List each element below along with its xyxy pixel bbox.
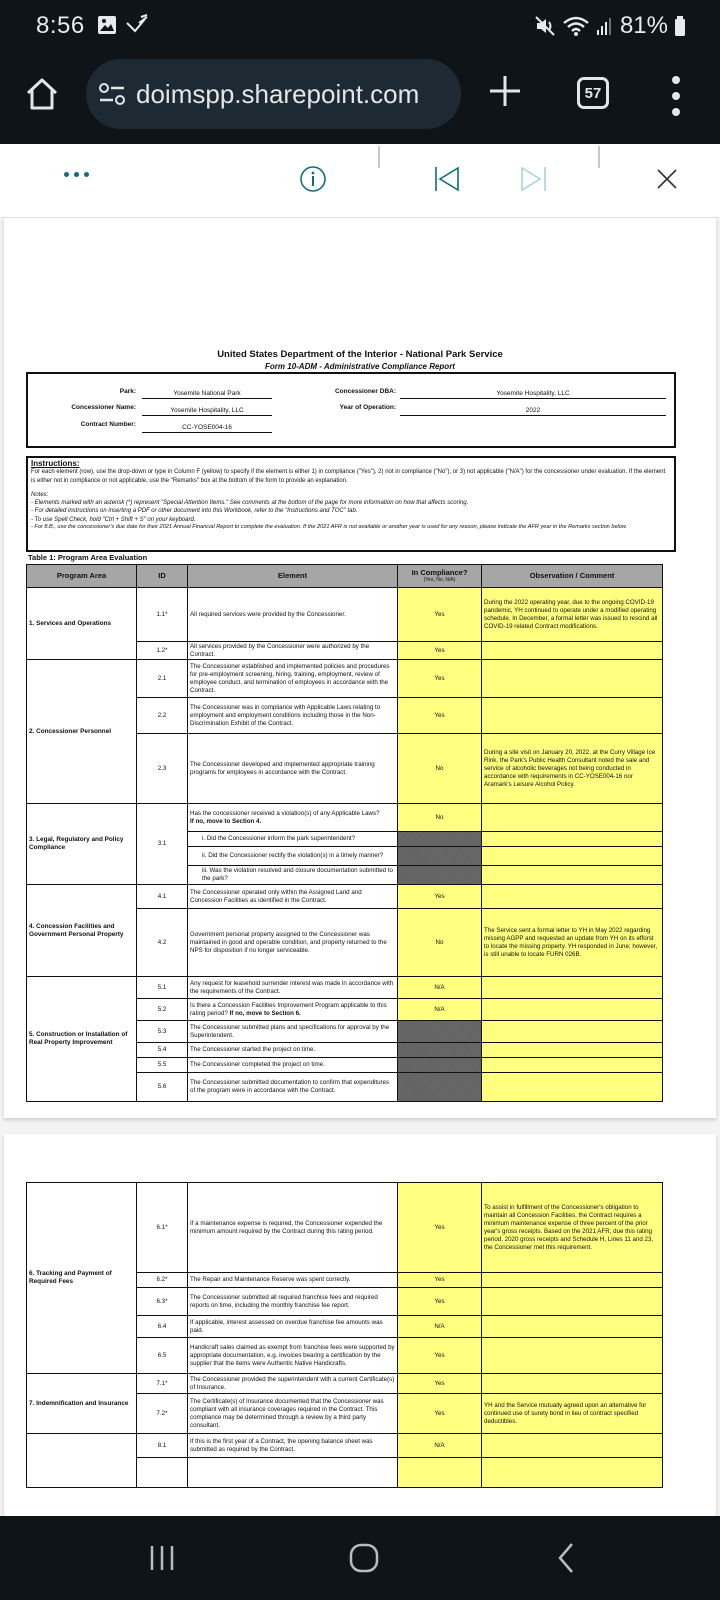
row-element: The Concessioner operated only within the Assigned Land and Concession Facilities as identified in the Contract. — [188, 885, 398, 909]
observation-cell[interactable] — [482, 642, 663, 660]
table-row — [27, 660, 663, 698]
signal-icon — [596, 15, 614, 37]
table-row — [27, 1374, 663, 1394]
observation-cell[interactable] — [482, 1043, 663, 1058]
instructions-box — [26, 456, 676, 552]
more-options-icon[interactable] — [64, 172, 89, 177]
observation-cell[interactable] — [482, 660, 663, 698]
compliance-cell[interactable]: Yes — [398, 660, 482, 698]
row-id: 5.1 — [137, 977, 188, 999]
status-time: 8:56 — [36, 12, 85, 39]
observation-cell[interactable]: To assist in fulfillment of the Concessioner's obligation to maintain all Concession Facilities, the Contract requires a minimum maintenance expense of three percent of the prior year's gross receipts. Based on the 2021 AFR, due this rating period, 2020 gross receipts and Schedule H, Lines 11 and 23, the Concessioner met this requirement. — [482, 1183, 663, 1273]
section-label: 3. Legal, Regulatory and Policy Compliance — [27, 804, 137, 885]
row-id: 6.3* — [137, 1288, 188, 1316]
row-element-instruction: If no, move to Section 6. — [229, 1009, 301, 1017]
compliance-cell[interactable]: No — [398, 909, 482, 977]
row-id: 6.2* — [137, 1273, 188, 1288]
concessioner-name-label: Concessioner Name: — [71, 404, 136, 411]
battery-percent: 81% — [619, 12, 668, 39]
observation-cell[interactable]: During the 2022 operating year, due to the ongoing COVID-19 pandemic, YH continued to operate under a modified operating schedule. In December, a formal letter was issued to rescind all COVID-19 related Contract modifications. — [482, 588, 663, 642]
section-label — [27, 1434, 137, 1488]
first-page-icon[interactable] — [434, 164, 464, 194]
row-element: The Concessioner provided the superintendent with a current Certificate(s) of Insurance. — [188, 1374, 398, 1394]
row-id: 4.1 — [137, 885, 188, 909]
compliance-cell-disabled — [398, 832, 482, 847]
compliance-cell-disabled — [398, 1043, 482, 1058]
gallery-icon — [97, 15, 117, 35]
header-id: ID — [137, 565, 188, 588]
compliance-cell[interactable]: Yes — [398, 1374, 482, 1394]
toolbar-divider — [598, 146, 600, 168]
wifi-icon — [562, 15, 590, 37]
observation-cell[interactable] — [482, 866, 663, 885]
note-item: - For 8.B., use the concessioner's due date for their 2021 Annual Financial Report to complete the evaluation. If the 2021 AFR is not available or another year is used for any reason, please indicate the AFR year in the Remarks section below. — [31, 524, 628, 531]
viewer-toolbar — [0, 144, 720, 218]
observation-cell[interactable] — [482, 1374, 663, 1394]
observation-cell[interactable] — [482, 1073, 663, 1102]
row-id: 8.1 — [137, 1434, 188, 1458]
concessioner-info-box — [26, 372, 676, 448]
compliance-cell[interactable]: No — [398, 734, 482, 804]
mute-icon — [534, 15, 556, 37]
park-value: Yosemite National Park — [142, 390, 272, 399]
system-nav-bar — [0, 1516, 720, 1600]
header-compliance — [398, 565, 482, 588]
table-row — [27, 977, 663, 999]
header-compliance-label: In Compliance? — [411, 568, 468, 577]
observation-cell[interactable] — [482, 847, 663, 866]
note-item: - For detailed instructions on inserting a PDF or other document into this Workbook, refer to the "Instructions and TOC" tab. — [31, 508, 358, 515]
observation-cell[interactable]: The Service sent a formal letter to YH in May 2022 regarding missing AGPP and requested an update from YH on its efforst to locate the missing property. YH responded in June; however, is still unable to locate FURN 026B. — [482, 909, 663, 977]
row-element: If applicable, interest assessed on overdue franchise fee amounts was paid. — [188, 1316, 398, 1338]
row-element: The Repair and Maintenance Reserve was spent correctly. — [188, 1273, 398, 1288]
section-label: 1. Services and Operations — [27, 588, 137, 660]
compliance-cell[interactable]: Yes — [398, 1273, 482, 1288]
compliance-cell[interactable] — [398, 1458, 482, 1488]
row-id: 2.1 — [137, 660, 188, 698]
compliance-cell[interactable]: N/A — [398, 999, 482, 1021]
row-element: The Certificate(s) of Insurance documented that the Concessioner was compliant with all insurance coverages required in the Contract. This compliance may be determined through a review by a third party consultant. — [188, 1394, 398, 1434]
row-element: The Concessioner was in compliance with Applicable Laws relating to employment and employment conditions including those in the Non-Discrimination Exhibit of the Contract. — [188, 698, 398, 734]
address-bar[interactable] — [86, 59, 461, 129]
observation-cell[interactable] — [482, 1434, 663, 1458]
table-row — [27, 885, 663, 909]
observation-cell[interactable] — [482, 832, 663, 847]
status-bar — [0, 0, 720, 52]
section-label: 6. Tracking and Payment of Required Fees — [27, 1183, 137, 1374]
contract-number-label: Contract Number: — [80, 421, 136, 428]
row-element: Government personal property assigned to the Concessioner was maintained in good and operable condition, and property returned to the NPS for disposition if no longer serviceable. — [188, 909, 398, 977]
row-id: 5.3 — [137, 1021, 188, 1043]
header-element: Element — [188, 565, 398, 588]
compliance-cell[interactable]: Yes — [398, 588, 482, 642]
row-element: The Concessioner submitted documentation to confirm that expenditures of the program were in accordance with the Contract. — [188, 1073, 398, 1102]
table-row — [27, 804, 663, 832]
row-id: 3.1 — [137, 804, 188, 885]
row-id: 1.1* — [137, 588, 188, 642]
observation-cell[interactable] — [482, 1273, 663, 1288]
row-element: The Concessioner developed and implemented appropriate training programs for employees in accordance with the Contract. — [188, 734, 398, 804]
observation-cell[interactable] — [482, 1058, 663, 1073]
section-label: 5. Construction or Installation of Real Property Improvement — [27, 977, 137, 1102]
observation-cell[interactable] — [482, 804, 663, 832]
row-element: The Concessioner completed the project on time. — [188, 1058, 398, 1073]
new-tab-icon[interactable] — [488, 74, 522, 108]
program-area-table-continued — [26, 1182, 663, 1488]
compliance-cell[interactable]: N/A — [398, 977, 482, 999]
row-id: 6.5 — [137, 1338, 188, 1374]
observation-cell[interactable] — [482, 999, 663, 1021]
row-id — [137, 1458, 188, 1488]
row-element — [188, 999, 398, 1021]
tab-count: 57 — [584, 84, 602, 102]
header-compliance-hint: (Yes, No, N/A) — [423, 577, 456, 583]
row-element-text: Is there a Concession Facilities Improvement Program applicable to this rating period? — [190, 1001, 387, 1017]
row-id: 4.2 — [137, 909, 188, 977]
compliance-cell-disabled — [398, 866, 482, 885]
row-id: 7.2* — [137, 1394, 188, 1434]
header-observation: Observation / Comment — [482, 565, 663, 588]
observation-cell[interactable] — [482, 698, 663, 734]
row-element: If a maintenance expense is required, the Concessioner expended the minimum amount required by the Contract during this rating period. — [188, 1183, 398, 1273]
observation-cell[interactable]: During a site visit on January 20, 2022, at the Curry Village Ice Rink, the Park's Public Health Consultant noted the sale and service of alcoholic beverages not being conducted in accordance with requirements in CC-YOSE004-16 nor Aramark's Leisure Alcohol Policy. — [482, 734, 663, 804]
instructions-title: Instructions: — [31, 459, 80, 468]
row-id: 5.6 — [137, 1073, 188, 1102]
observation-cell[interactable] — [482, 1458, 663, 1488]
toolbar-divider — [378, 146, 380, 168]
recent-apps-icon[interactable] — [144, 1540, 180, 1576]
dba-value: Yosemite Hospitality, LLC — [400, 390, 666, 399]
header-program-area: Program Area — [27, 565, 137, 588]
notes-title: Notes: — [31, 491, 49, 498]
compliance-cell-disabled — [398, 1073, 482, 1102]
dba-label: Concessioner DBA: — [334, 388, 396, 395]
table-header-row — [27, 565, 663, 588]
home-button-icon[interactable] — [346, 1540, 382, 1576]
url-text[interactable]: doimspp.sharepoint.com — [136, 78, 420, 109]
row-id: 2.2 — [137, 698, 188, 734]
compliance-cell-disabled — [398, 847, 482, 866]
row-id: 7.1* — [137, 1374, 188, 1394]
compliance-cell[interactable]: No — [398, 804, 482, 832]
concessioner-name-value: Yosemite Hospitality, LLC — [142, 407, 272, 416]
observation-cell[interactable] — [482, 1288, 663, 1316]
year-value: 2022 — [400, 407, 666, 416]
section-label: 2. Concessioner Personnel — [27, 660, 137, 804]
info-icon[interactable] — [298, 164, 328, 194]
document-subtitle: Form 10-ADM - Administrative Compliance Report — [265, 362, 455, 371]
row-element: The Concessioner established and implemented policies and procedures for pre-employment screening, hiring, training, employment, review of employee conduct, and termination of employees in accordance with the Contract. — [188, 660, 398, 698]
row-id: 6.1* — [137, 1183, 188, 1273]
tab-switcher-button[interactable] — [577, 77, 609, 109]
compliance-cell[interactable]: Yes — [398, 698, 482, 734]
row-element — [188, 804, 398, 832]
year-label: Year of Operation: — [339, 404, 396, 411]
compliance-cell[interactable]: Yes — [398, 1288, 482, 1316]
compliance-cell[interactable]: Yes — [398, 1338, 482, 1374]
contract-number-value: CC-YOSE004-16 — [142, 424, 272, 433]
row-element-text: Has the concessioner received a violation(s) of any Applicable Laws? — [190, 809, 380, 817]
park-label: Park: — [119, 388, 136, 395]
row-element: Handicraft sales claimed as exempt from franchise fees were supported by appropriate documentation, e.g. invoices bearing a certification by the supplier that the items were Authentic Native Handicrafts. — [188, 1338, 398, 1374]
row-element: The Concessioner submitted plans and specifications for approval by the Superintendent. — [188, 1021, 398, 1043]
row-element-instruction: If no, move to Section 4. — [190, 817, 262, 825]
document-page-1 — [4, 218, 716, 1118]
compliance-cell[interactable]: Yes — [398, 642, 482, 660]
row-element — [188, 1458, 398, 1488]
row-element: If this is the first year of a Contract, the opening balance sheet was submitted as required by the Contract. — [188, 1434, 398, 1458]
row-id: 6.4 — [137, 1316, 188, 1338]
compliance-cell[interactable]: N/A — [398, 1434, 482, 1458]
observation-cell[interactable] — [482, 977, 663, 999]
row-element: The Concessioner started the project on time. — [188, 1043, 398, 1058]
compliance-cell-disabled — [398, 1021, 482, 1043]
compliance-cell[interactable]: Yes — [398, 885, 482, 909]
row-element: The Concessioner submitted all required franchise fees and required reports on time, including the monthly franchise fee report. — [188, 1288, 398, 1316]
row-id: 5.2 — [137, 999, 188, 1021]
browser-toolbar — [0, 52, 720, 144]
table-caption: Table 1: Program Area Evaluation — [28, 553, 148, 562]
row-element: Any request for leasehold surrender interest was made in accordance with the requirements of the Contract. — [188, 977, 398, 999]
missed-call-icon — [125, 14, 151, 36]
compliance-cell[interactable]: Yes — [398, 1183, 482, 1273]
document-page-2 — [4, 1134, 716, 1516]
compliance-cell[interactable]: N/A — [398, 1316, 482, 1338]
document-title: United States Department of the Interior - National Park Service — [217, 349, 503, 360]
close-icon[interactable] — [652, 164, 682, 194]
back-icon[interactable] — [548, 1540, 584, 1576]
row-element: ii. Did the Concessioner rectify the violation(s) in a timely manner? — [188, 847, 398, 866]
observation-cell[interactable] — [482, 1021, 663, 1043]
home-icon[interactable] — [24, 76, 60, 112]
section-label: 7. Indemnification and Insurance — [27, 1374, 137, 1434]
last-page-icon[interactable] — [518, 164, 548, 194]
row-element: iii. Was the violation resolved and closure documentation submitted to the park? — [188, 866, 398, 885]
site-settings-icon[interactable] — [98, 82, 126, 106]
row-element: All required services were provided by the Concessioner. — [188, 588, 398, 642]
note-item: - Elements marked with an asterisk (*) represent "Special Attention Items." See comments at the bottom of the page for more information on how that affects scoring. — [31, 500, 469, 507]
section-label: 4. Concession Facilities and Government Personal Property — [27, 885, 137, 977]
observation-cell[interactable]: YH and the Service mutually agreed upon an alternative for continued use of surety bond in lieu of contract specified deductibles. — [482, 1394, 663, 1434]
program-area-table — [26, 564, 663, 1102]
table-row — [27, 1434, 663, 1458]
row-id: 5.5 — [137, 1058, 188, 1073]
compliance-cell[interactable]: Yes — [398, 1394, 482, 1434]
document-viewer — [0, 144, 720, 1516]
row-id: 5.4 — [137, 1043, 188, 1058]
compliance-cell-disabled — [398, 1058, 482, 1073]
table-row — [27, 1183, 663, 1273]
row-id: 1.2* — [137, 642, 188, 660]
row-element: All services provided by the Concessioner were authorized by the Contract. — [188, 642, 398, 660]
battery-icon — [674, 15, 686, 37]
row-element: i. Did the Concessioner inform the park superintendent? — [188, 832, 398, 847]
row-id: 2.3 — [137, 734, 188, 804]
observation-cell[interactable] — [482, 1316, 663, 1338]
table-row — [27, 588, 663, 642]
instructions-body: For each element (row), use the drop-down or type in Column F (yellow) to specify if the element is either 1) in compliance ("Yes"), 2) not in compliance ("No"), or 3) not applicable ("N/A") for the concessioner under evaluation. If the element is either not in compliance or not applicable, use the "Remarks" box at the bottom of the form to provide an explanation. — [31, 469, 666, 484]
note-item: - To use Spell Check, hold "Ctrl + Shift + S" on your keyboard. — [31, 516, 196, 523]
browser-menu-icon[interactable] — [668, 76, 684, 116]
observation-cell[interactable] — [482, 1338, 663, 1374]
observation-cell[interactable] — [482, 885, 663, 909]
